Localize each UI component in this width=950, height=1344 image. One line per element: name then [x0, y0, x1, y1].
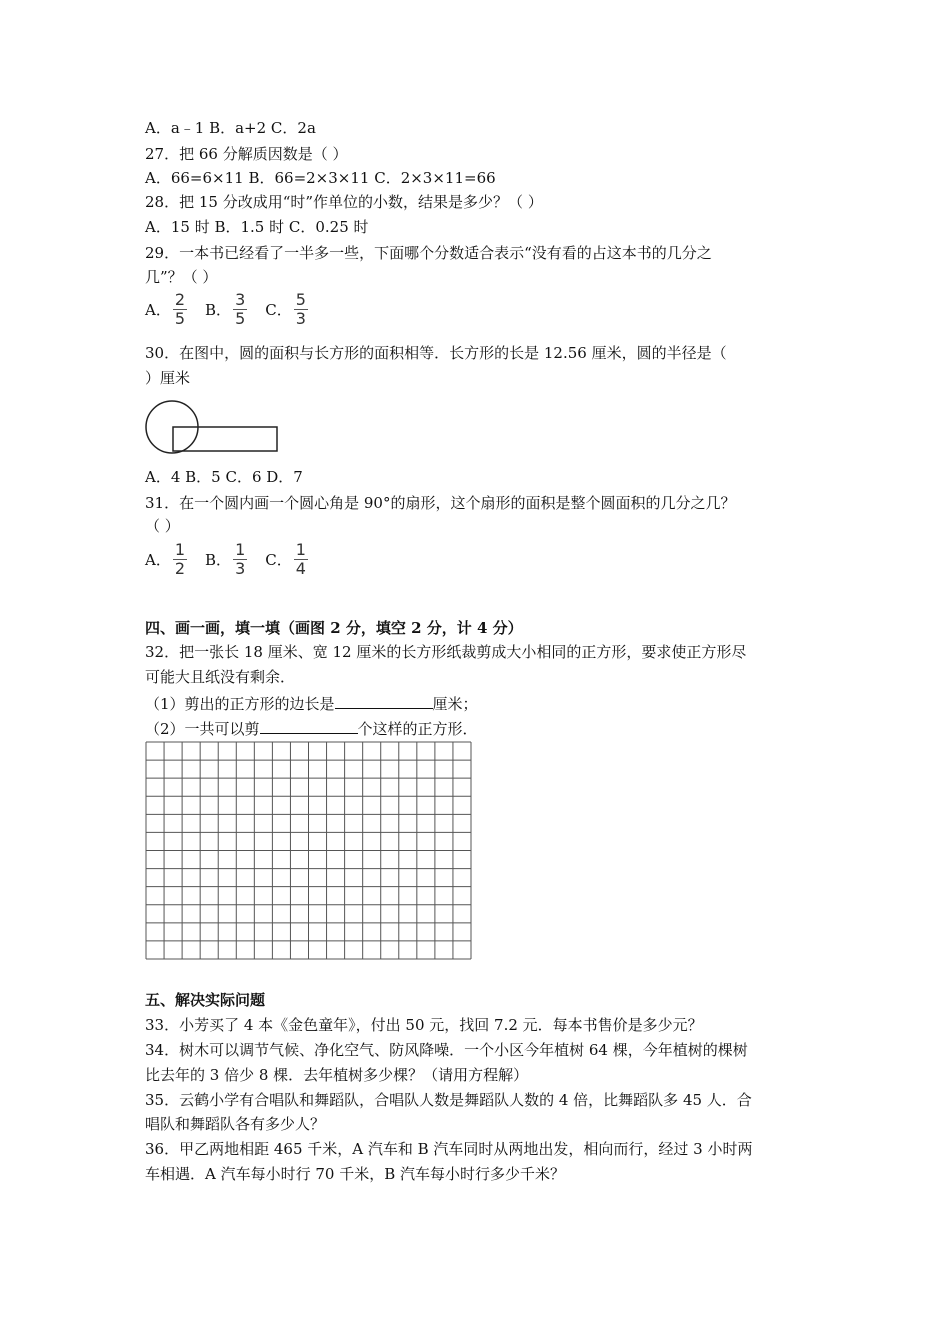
q34-text-line1: 34．树木可以调节气候、净化空气、防风降噪．一个小区今年植树 64 棵，今年植树的棵树 [145, 1041, 748, 1059]
numerator: 3 [235, 290, 246, 309]
q32-part2-unit: 个这样的正方形． [357, 720, 478, 738]
q27-text: 27．把 66 分解质因数是（ ） [145, 145, 348, 163]
q29-option-a [145, 291, 189, 328]
q36-text-line2: 车相遇．A 汽车每小时行 70 千米，B 汽车每小时行多少千米？ [145, 1165, 566, 1183]
q30-text-line2: ）厘米 [145, 369, 191, 387]
fraction [173, 541, 187, 578]
q29-options [145, 291, 326, 328]
q28-text: 28．把 15 分改成用“时”作单位的小数，结果是多少？（ ） [145, 193, 543, 211]
q29-option-c [265, 291, 310, 328]
q34-text-line2: 比去年的 3 倍少 8 棵．去年植树多少棵？（请用方程解） [145, 1066, 529, 1084]
numerator: 1 [235, 540, 246, 559]
option-label: A． [145, 301, 171, 319]
fraction [294, 291, 308, 328]
q31-text-line2: （ ） [145, 517, 180, 535]
q29-text-line2: 几”？（ ） [145, 268, 218, 286]
q35-text-line2: 唱队和舞蹈队各有多少人？ [145, 1115, 326, 1133]
denominator: 3 [235, 559, 246, 578]
option-label: C． [265, 551, 292, 569]
q26-options: A．a﹣1 B．a+2 C．2a [145, 119, 316, 137]
q32-part1-unit: 厘米； [432, 695, 478, 713]
q32-part2-prompt: （2）一共可以剪 [145, 720, 260, 738]
q29-text-line1: 29．一本书已经看了一半多一些，下面哪个分数适合表示“没有看的占这本书的几分之 [145, 244, 712, 262]
q32-part2 [145, 717, 478, 739]
q36-text-line1: 36．甲乙两地相距 465 千米，A 汽车和 B 汽车同时从两地出发，相向而行，经过 3 小时两 [145, 1140, 753, 1158]
fraction [233, 541, 247, 578]
q32-part1-blank[interactable] [335, 692, 433, 709]
q32-part2-blank[interactable] [260, 717, 358, 734]
q30-options: A．4 B．5 C．6 D．7 [145, 468, 303, 486]
q31-text-line1: 31．在一个圆内画一个圆心角是 90°的扇形，这个扇形的面积是整个圆面积的几分之几？ [145, 494, 736, 512]
q31-options [145, 541, 326, 578]
q31-option-a [145, 541, 189, 578]
denominator: 2 [174, 559, 186, 578]
q32-text-line1: 32．把一张长 18 厘米、宽 12 厘米的长方形纸裁剪成大小相同的正方形，要求使正方形尽 [145, 643, 747, 661]
fraction [294, 541, 308, 578]
section-4-heading: 四、画一画，填一填（画图 2 分，填空 2 分，计 4 分） [145, 619, 523, 637]
option-label: A． [145, 551, 171, 569]
q31-option-c [265, 541, 310, 578]
q28-options: A．15 时 B．1.5 时 C．0.25 时 [145, 218, 369, 236]
q32-part1 [145, 692, 478, 714]
q32-part1-prompt: （1）剪出的正方形的边长是 [145, 695, 335, 713]
denominator: 5 [235, 309, 246, 328]
numerator: 1 [174, 540, 186, 559]
fraction [233, 291, 247, 328]
q30-text-line1: 30．在图中，圆的面积与长方形的面积相等．长方形的长是 12.56 厘米，圆的半径是（ [145, 344, 727, 362]
q31-option-b [205, 541, 249, 578]
section-5-heading: 五、解决实际问题 [145, 991, 266, 1009]
denominator: 4 [295, 559, 306, 578]
q27-options: A．66=6×11 B．66=2×3×11 C．2×3×11=66 [145, 169, 496, 187]
numerator: 5 [295, 290, 306, 309]
numerator: 2 [174, 290, 186, 309]
option-label: C． [265, 301, 292, 319]
circle-rectangle-figure [140, 398, 285, 458]
q32-text-line2: 可能大且纸没有剩余． [145, 668, 296, 686]
numerator: 1 [295, 540, 306, 559]
option-label: B． [205, 301, 232, 319]
drawing-grid[interactable] [145, 741, 472, 960]
q29-option-b [205, 291, 249, 328]
option-label: B． [205, 551, 232, 569]
denominator: 5 [174, 309, 186, 328]
q35-text-line1: 35．云鹤小学有合唱队和舞蹈队，合唱队人数是舞蹈队人数的 4 倍，比舞蹈队多 45 人．合 [145, 1091, 752, 1109]
fraction [173, 291, 187, 328]
denominator: 3 [295, 309, 306, 328]
q33-text: 33．小芳买了 4 本《金色童年》，付出 50 元，找回 7.2 元．每本书售价是多少元？ [145, 1016, 703, 1034]
